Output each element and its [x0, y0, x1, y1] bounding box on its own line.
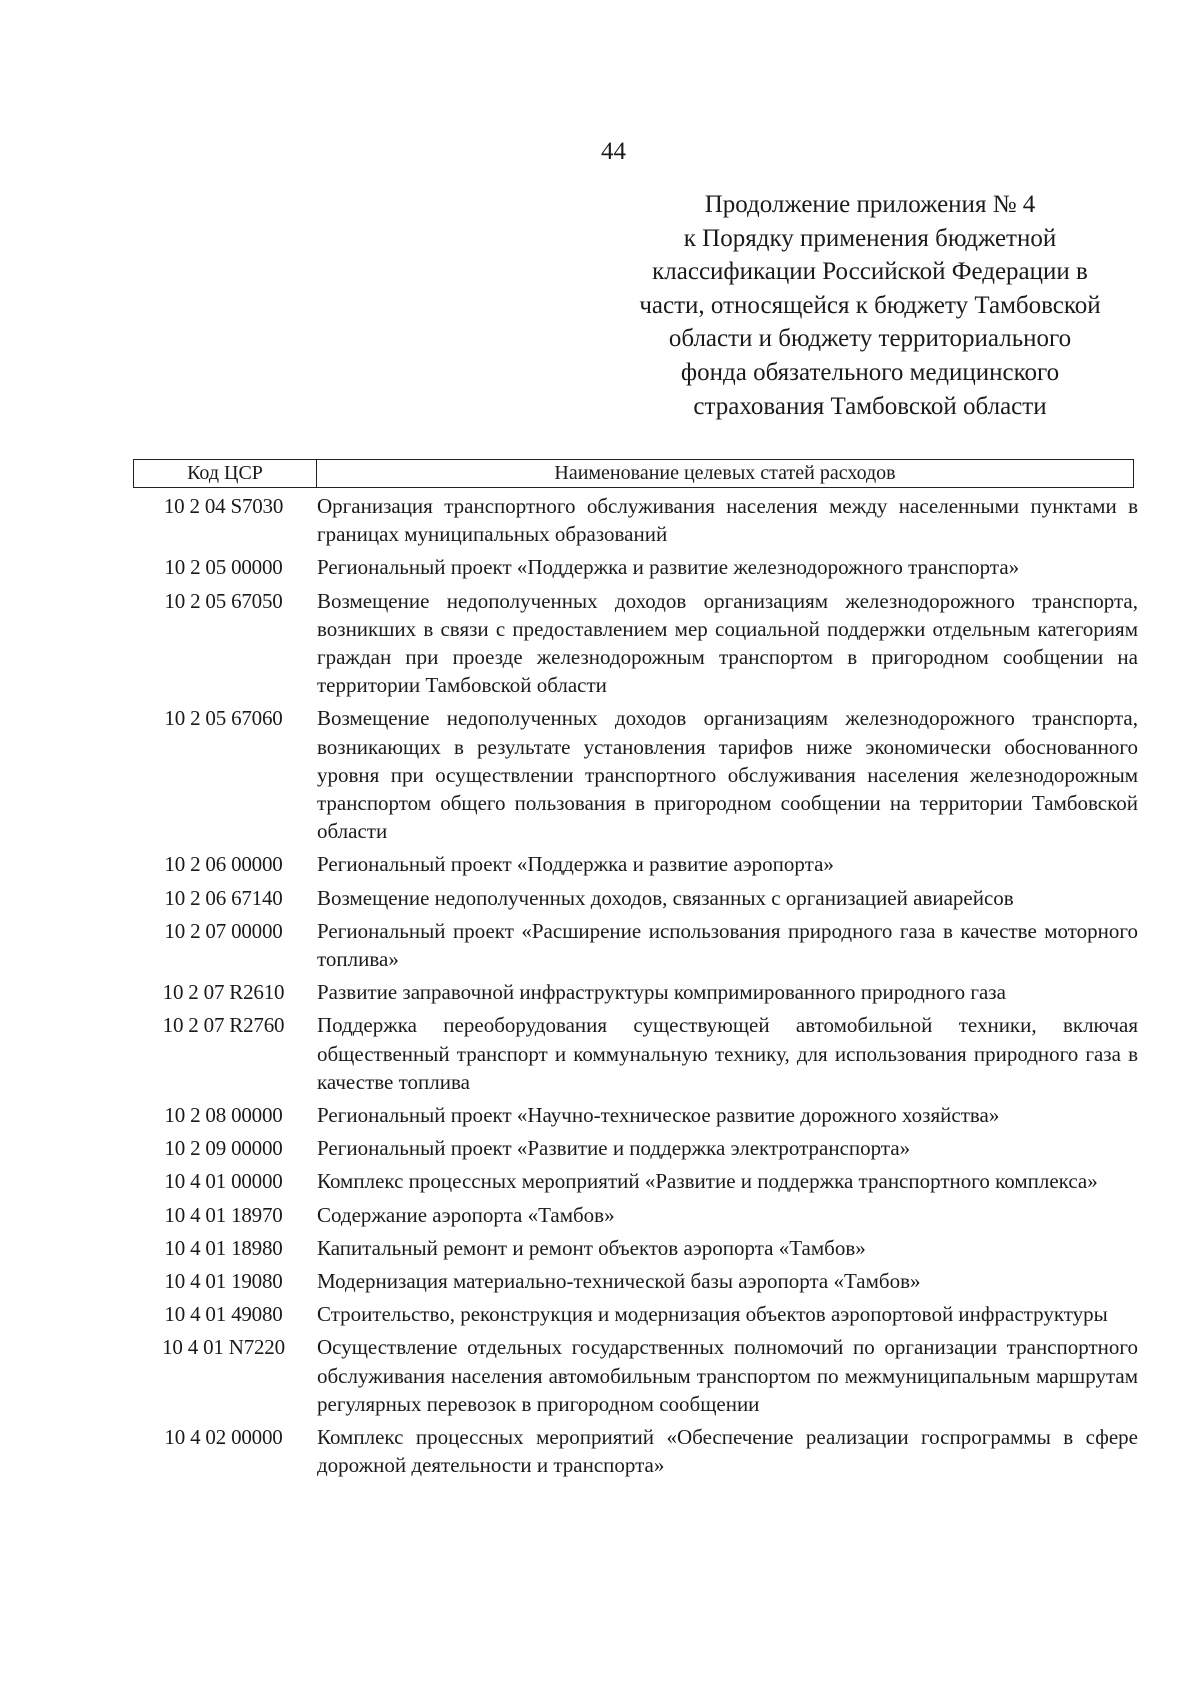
row-code: 10 4 01 18980	[164, 1235, 283, 1260]
table-row	[130, 1333, 1138, 1418]
row-name: Региональный проект «Поддержка и развитие железнодорожного транспорта»	[317, 555, 1020, 580]
row-code: 10 2 07 00000	[164, 918, 283, 943]
row-name: Возмещение недополученных доходов организациям железнодорожного транспорта, возникших в связи с предоставлением мер социальной поддержки отдельным категориям граждан при проезде железнодорожным транспортом в пригородном сообщении на территории Тамбовской области	[317, 588, 1138, 698]
page-number: 44	[601, 138, 626, 165]
header-line: Продолжение приложения № 4	[704, 191, 1036, 218]
row-code: 10 4 01 N7220	[162, 1335, 285, 1360]
table-row	[130, 1267, 1138, 1295]
header-line: к Порядку применения бюджетной	[683, 224, 1057, 252]
row-code: 10 4 01 00000	[164, 1169, 283, 1194]
row-name: Комплекс процессных мероприятий «Обеспечение реализации госпрограммы в сфере дорожной деятельности и транспорта»	[317, 1425, 1138, 1478]
table-row	[130, 884, 1138, 912]
row-name: Поддержка переоборудования существующей автомобильной техники, включая общественный транспорт и коммунальную технику, для использования природного газа в качестве топлива	[317, 1013, 1138, 1094]
table-row	[130, 553, 1138, 581]
appendix-header	[600, 188, 1140, 423]
row-code: 10 4 01 19080	[164, 1269, 283, 1294]
header-line: страхования Тамбовской области	[693, 392, 1047, 420]
header-line: области и бюджету территориального	[668, 325, 1072, 353]
table-row	[130, 850, 1138, 878]
table-body	[130, 492, 1138, 1485]
table-row	[130, 1423, 1138, 1479]
table-row	[130, 704, 1138, 845]
row-code: 10 2 08 00000	[164, 1103, 283, 1128]
row-name: Развитие заправочной инфраструктуры компримированного природного газа	[317, 980, 1006, 1005]
table-row	[130, 1101, 1138, 1129]
row-code: 10 4 01 49080	[164, 1302, 283, 1327]
row-code: 10 2 09 00000	[164, 1136, 283, 1161]
table-row	[130, 1167, 1138, 1195]
header-line: классификации Российской Федерации в	[652, 258, 1088, 286]
row-name: Осуществление отдельных государственных полномочий по организации транспортного обслуживания населения автомобильным транспортом по межмуниципальным маршрутам регулярных перевозок в пригородном сообщении	[317, 1335, 1138, 1416]
row-code: 10 2 07 R2610	[162, 980, 285, 1005]
table-row	[130, 917, 1138, 973]
table-row	[130, 1201, 1138, 1229]
row-name: Модернизация материально-технической базы аэропорта «Тамбов»	[317, 1269, 921, 1294]
row-name: Организация транспортного обслуживания населения между населенными пунктами в границах муниципальных образований	[317, 494, 1138, 547]
table-row	[130, 492, 1138, 548]
table-row	[130, 978, 1138, 1006]
column-header-name: Наименование целевых статей расходов	[554, 462, 896, 484]
table-row	[130, 1011, 1138, 1096]
row-name: Возмещение недополученных доходов, связанных с организацией авиарейсов	[317, 885, 1014, 910]
row-name: Строительство, реконструкция и модернизация объектов аэропортовой инфраструктуры	[317, 1302, 1108, 1327]
table-row	[130, 1234, 1138, 1262]
row-name: Комплекс процессных мероприятий «Развитие и поддержка транспортного комплекса»	[317, 1169, 1098, 1194]
row-code: 10 2 07 R2760	[162, 1013, 285, 1038]
row-code: 10 4 02 00000	[164, 1425, 283, 1450]
row-code: 10 2 05 67050	[164, 588, 283, 613]
header-line: фонда обязательного медицинского	[680, 358, 1060, 386]
table-row	[130, 1134, 1138, 1162]
row-name: Содержание аэропорта «Тамбов»	[317, 1202, 615, 1227]
column-header-code: Код ЦСР	[134, 460, 317, 487]
row-code: 10 2 06 00000	[164, 852, 283, 877]
row-code: 10 2 04 S7030	[163, 494, 284, 518]
table-row	[130, 587, 1138, 700]
row-code: 10 2 05 67060	[164, 706, 283, 731]
row-name: Региональный проект «Поддержка и развитие аэропорта»	[317, 852, 834, 877]
row-code: 10 2 06 67140	[164, 885, 283, 910]
row-name: Региональный проект «Развитие и поддержка электротранспорта»	[317, 1136, 911, 1161]
row-name: Региональный проект «Расширение использования природного газа в качестве моторного топлива»	[317, 918, 1138, 972]
row-name: Капитальный ремонт и ремонт объектов аэропорта «Тамбов»	[317, 1235, 866, 1260]
row-code: 10 2 05 00000	[164, 555, 283, 580]
row-name: Региональный проект «Научно-техническое развитие дорожного хозяйства»	[317, 1103, 1000, 1128]
row-name: Возмещение недополученных доходов организациям железнодорожного транспорта, возникающих в результате установления тарифов ниже экономически обоснованного уровня при осуществлении транспортного обслуживания населения железнодорожным транспортом общего пользования в пригородном сообщении на территории Тамбовской области	[317, 706, 1138, 844]
header-line: части, относящейся к бюджету Тамбовской	[639, 291, 1101, 319]
row-code: 10 4 01 18970	[164, 1202, 283, 1227]
table-header	[133, 459, 1134, 488]
table-row	[130, 1300, 1138, 1328]
